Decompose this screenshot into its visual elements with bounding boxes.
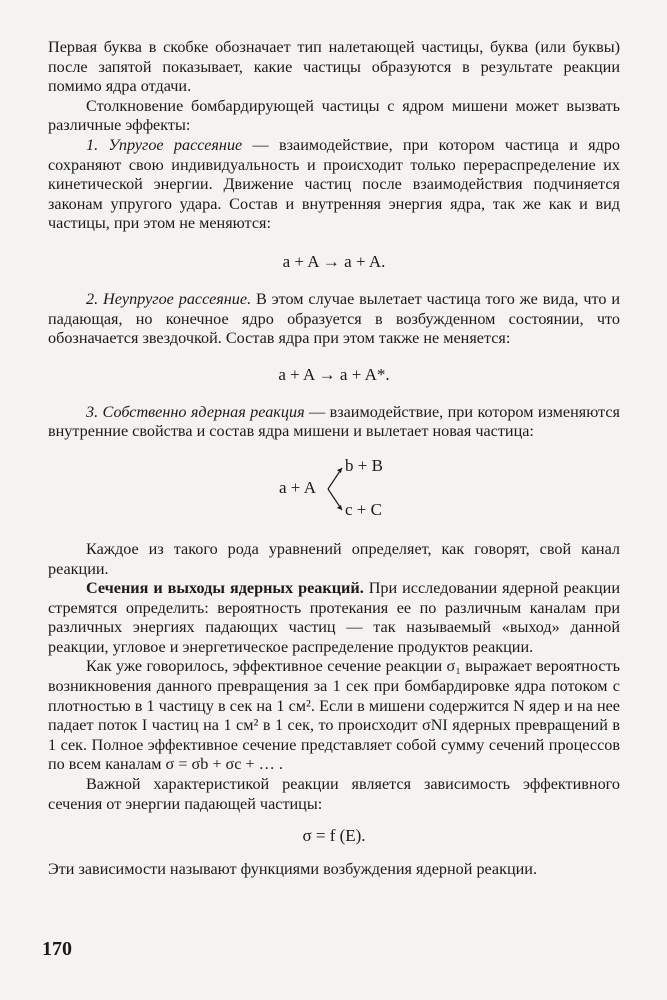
paragraph-channel: Каждое из такого рода уравнений определяет, как говорят, свой канал реакции. <box>48 539 620 578</box>
term-inelastic-scattering: Неупругое рассеяние. <box>103 289 252 308</box>
item-number: 3. <box>86 402 99 421</box>
page-number: 170 <box>42 938 72 960</box>
paragraph-excitation-functions: Эти зависимости называют функциями возбуждения ядерной реакции. <box>48 860 538 879</box>
section-text: При исследовании ядерной реакции стремятся определить: вероятность протекания ее по различным каналам при различных энергиях падающих частиц — так называемый «выход» данной реакции, угловое и энергетическое распределение продуктов реакции. <box>48 579 620 656</box>
paragraph-effects: Столкновение бомбардирующей частицы с ядром мишени может вызвать различные эффекты: <box>48 96 620 135</box>
paragraph-intro: Первая буква в скобке обозначает тип налетающей частицы, буква (или буквы) после запятой показывает, какие частицы образуются в результате реакции помимо ядра отдачи. <box>48 38 620 96</box>
equation-excitation-function: σ = f (E). <box>302 826 366 846</box>
item-text: — взаимодействие, при котором изменяются внутренние свойства и состав ядра мишени и вылетает новая частица: <box>48 402 620 441</box>
term-elastic-scattering: Упругое рассеяние <box>108 135 243 154</box>
item-text: В этом случае вылетает частица того же вида, что и падающая, но конечное ядро образуется в возбужденном состоянии, что обозначается звездочкой. Состав ядра при этом также не меняется: <box>48 289 620 348</box>
item-inelastic-scattering <box>48 290 620 349</box>
paragraph-dependence: Важной характеристикой реакции является зависимость эффективного сечения от энергии падающей частицы: <box>48 775 620 813</box>
item-number: 1. <box>86 135 99 154</box>
item-number: 2. <box>86 289 99 308</box>
equation-branch-left: a + A <box>279 477 316 497</box>
item-elastic-scattering <box>48 136 620 234</box>
equation-inelastic: a + A → a + A*. <box>278 364 390 384</box>
item-text: — взаимодействие, при котором частица и ядро сохраняют свою индивидуальность и происходит только перераспределение их кинетической энергии. Движение частиц после взаимодействия подчиняется законам упругого удара. Состав и внутренняя энергия ядра, так же как и вид частицы, при этом не меняются: <box>48 135 621 233</box>
paragraph-effective-cross-section: Как уже говорилось, эффективное сечение реакции σ₁ выражает вероятность возникновения данного превращения за 1 сек при бомбардировке ядра потоком с плотностью в 1 частицу в сек на 1 см². Если в мишени содержится N ядер и на нее падает поток I частиц на 1 см² в 1 сек, то происходит σNI ядерных превращений в 1 сек. Полное эффективное сечение представляет собой сумму сечений процессов по всем каналам σ = σb + σc + … . <box>48 657 620 774</box>
term-nuclear-reaction: Собственно ядерная реакция <box>102 402 305 421</box>
section-heading: Сечения и выходы ядерных реакций. <box>86 579 364 598</box>
page-body <box>48 38 620 880</box>
item-nuclear-reaction <box>48 403 620 442</box>
equation-branch-lower: c + C <box>345 499 382 519</box>
equation-elastic: a + A → a + A. <box>282 251 386 271</box>
equation-branching <box>48 456 620 526</box>
equation-branch-upper: b + B <box>345 455 383 475</box>
branch-arrows-icon <box>326 464 346 514</box>
paragraph-cross-sections <box>48 579 620 657</box>
